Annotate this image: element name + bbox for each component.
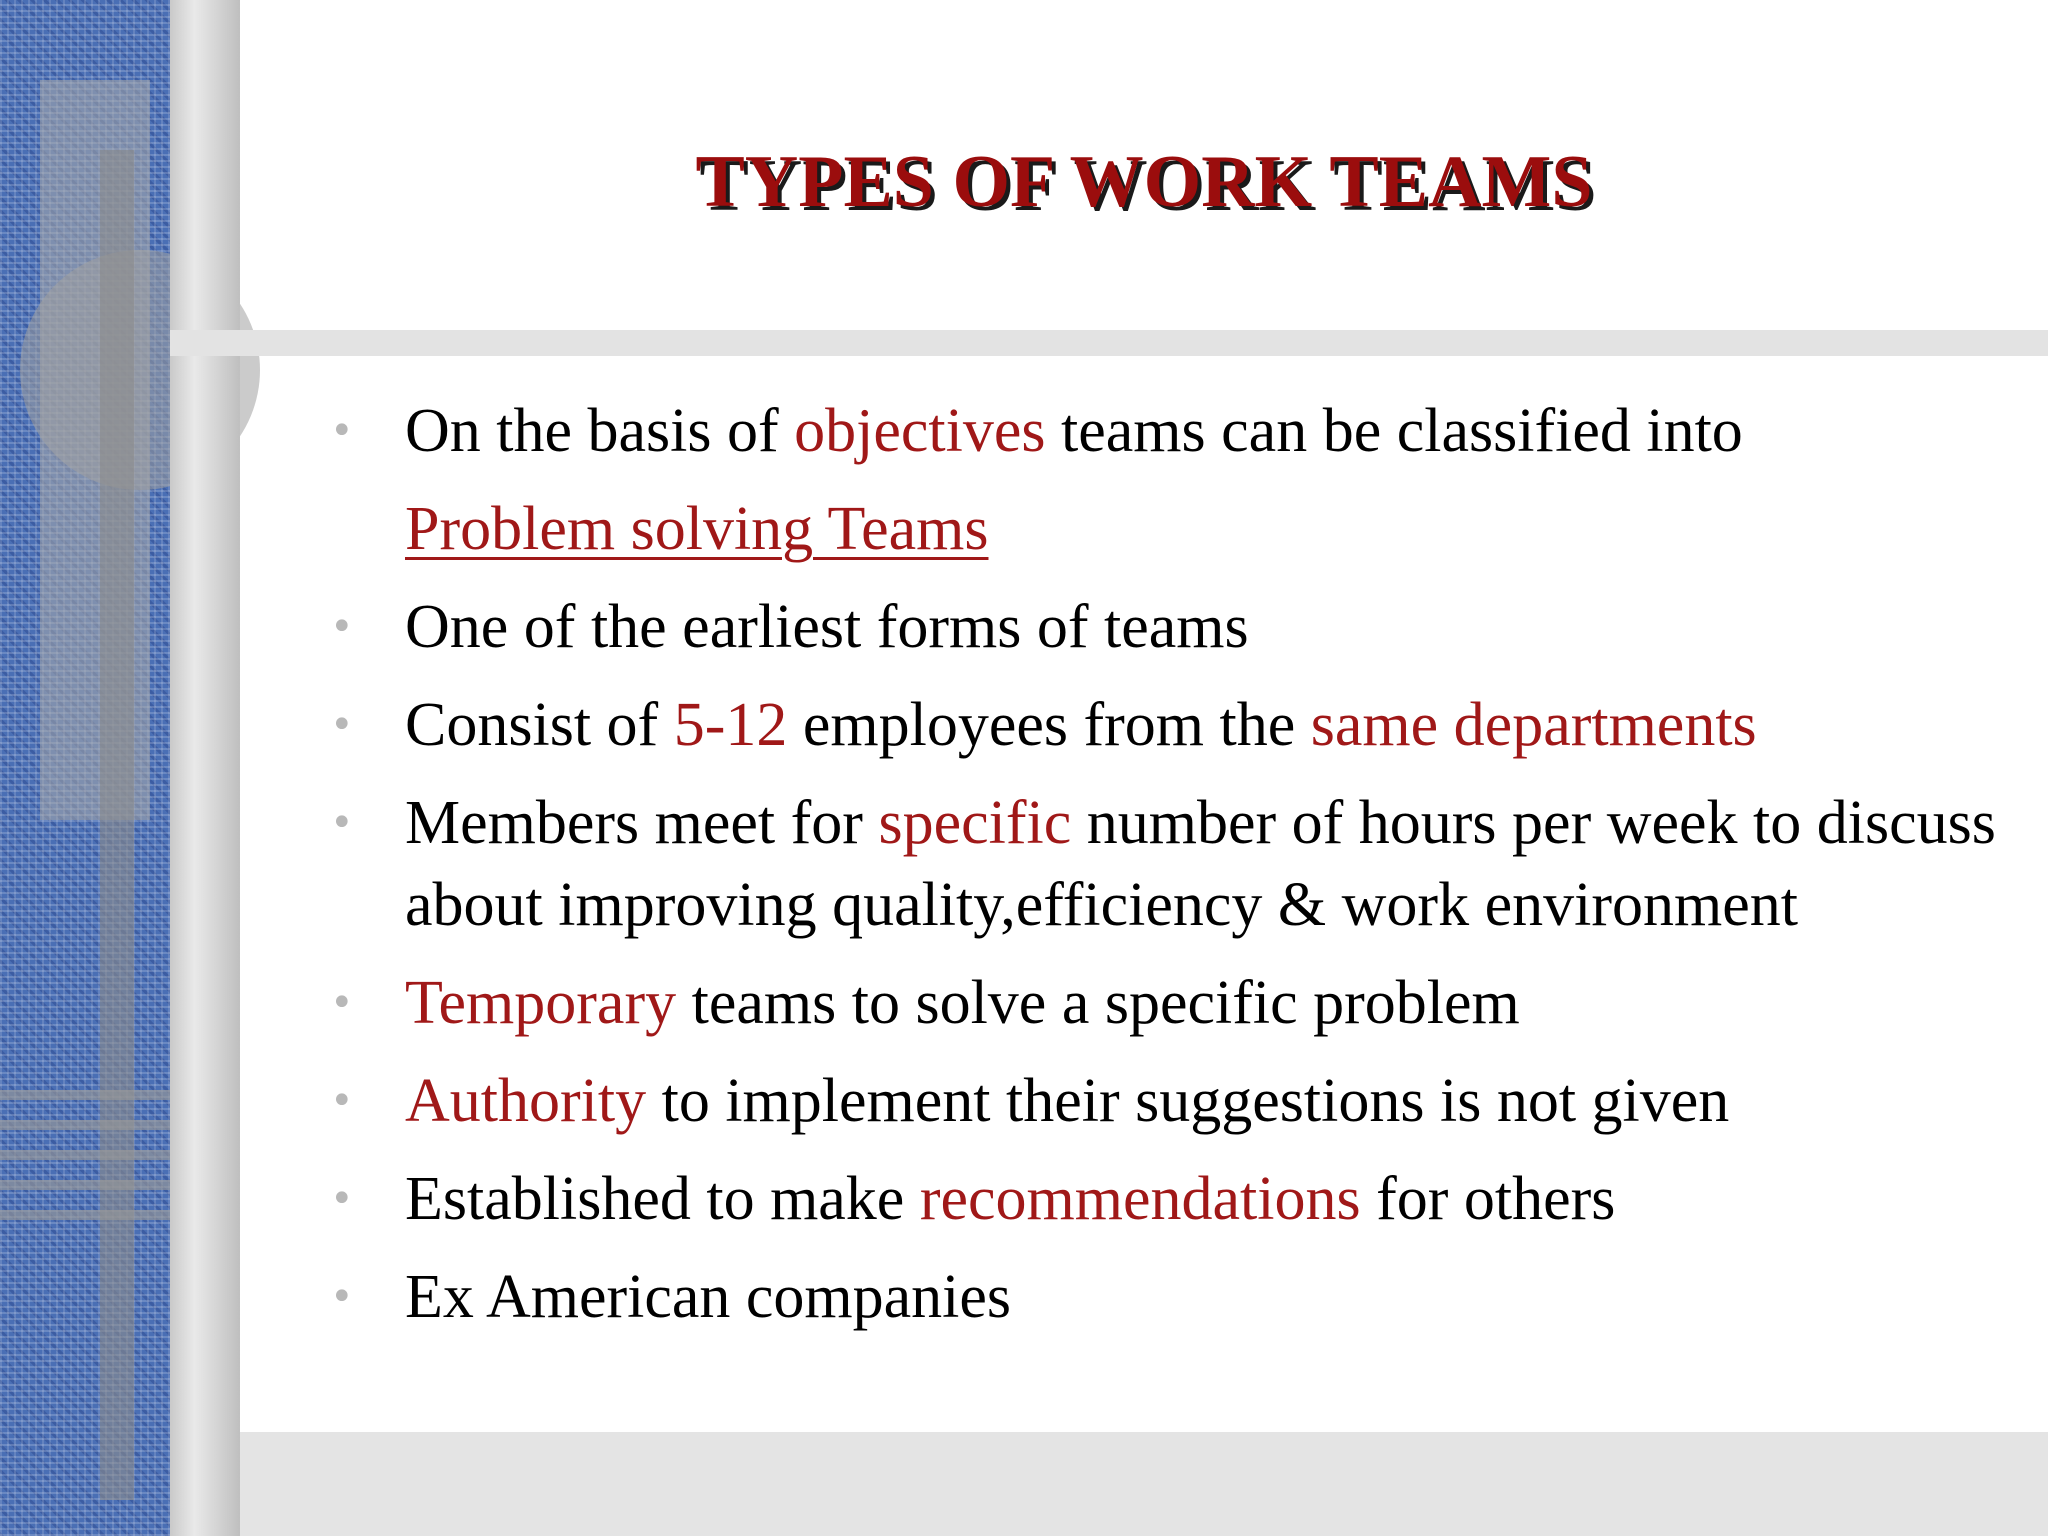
bullet-icon: • bbox=[330, 702, 354, 748]
panel-stripe bbox=[0, 1150, 170, 1160]
highlight-objectives: objectives bbox=[794, 397, 1046, 465]
sub-item bbox=[320, 488, 2020, 570]
shade-strip bbox=[170, 0, 240, 1536]
bullet-item: • One of the earliest forms of teams bbox=[320, 586, 2020, 668]
panel-stripe bbox=[0, 1090, 170, 1100]
bullet-item: • Members meet for specific number of hours per week to discuss about improving quality,efficiency & work environment bbox=[320, 782, 2020, 946]
highlight-team-size: 5-12 bbox=[673, 691, 788, 759]
bullet-item: • On the basis of objectives teams can be classified into bbox=[320, 390, 2020, 472]
highlight-recommendations: recommendations bbox=[919, 1165, 1361, 1233]
bullet-icon: • bbox=[330, 980, 354, 1026]
bullet-icon: • bbox=[330, 604, 354, 650]
highlight-temporary: Temporary bbox=[405, 969, 677, 1037]
bullet-item: • Authority to implement their suggestions is not given bbox=[320, 1060, 2020, 1142]
bullet-icon: • bbox=[330, 1176, 354, 1222]
bullet-item: • Temporary teams to solve a specific problem bbox=[320, 962, 2020, 1044]
highlight-same-departments: same departments bbox=[1310, 691, 1757, 759]
highlight-specific: specific bbox=[878, 789, 1072, 857]
bullet-item: • Consist of 5-12 employees from the same departments bbox=[320, 684, 2020, 766]
panel-stripe bbox=[0, 1120, 170, 1130]
panel-stripe bbox=[0, 1210, 170, 1220]
title-divider bbox=[170, 330, 2048, 356]
bullet-list bbox=[320, 390, 2020, 1354]
highlight-authority: Authority bbox=[405, 1067, 647, 1135]
bullet-icon: • bbox=[330, 1078, 354, 1124]
bullet-item: • Ex American companies bbox=[320, 1256, 2020, 1338]
bullet-icon: • bbox=[330, 1274, 354, 1320]
bullet-icon: • bbox=[330, 408, 354, 454]
panel-stripe bbox=[0, 1180, 170, 1190]
footer-band bbox=[240, 1432, 2048, 1536]
panel-vertical-bar bbox=[100, 150, 134, 1500]
problem-solving-teams-link[interactable]: Problem solving Teams bbox=[405, 495, 989, 563]
bullet-item: • Established to make recommendations for others bbox=[320, 1158, 2020, 1240]
decorative-side-panel bbox=[0, 0, 170, 1536]
slide-title: TYPES OF WORK TEAMS bbox=[695, 141, 1593, 223]
bullet-icon: • bbox=[330, 800, 354, 846]
